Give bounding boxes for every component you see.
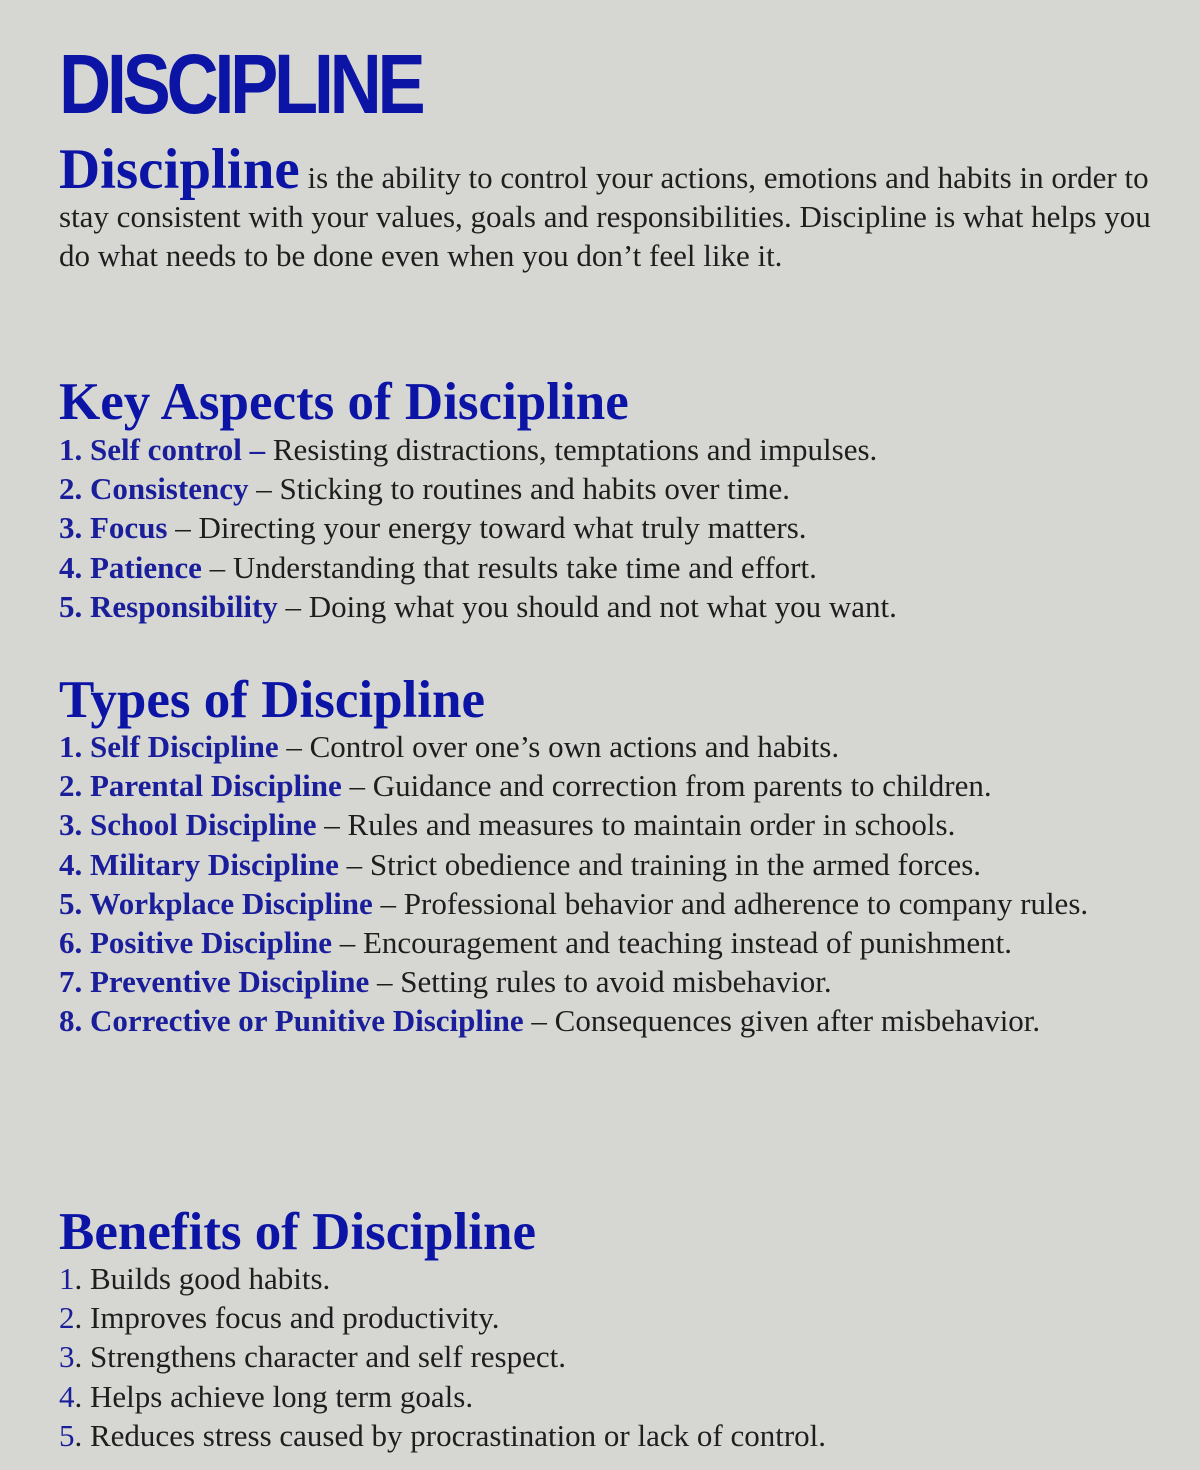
item-number: 2. [59, 471, 90, 507]
item-description: Resisting distractions, temptations and impulses. [272, 432, 878, 467]
list-item [59, 1377, 826, 1416]
item-number: 8. [59, 1003, 90, 1039]
list-item [59, 923, 1179, 962]
list-item [59, 508, 897, 547]
intro-keyword: Discipline [59, 138, 300, 201]
item-term: Workplace Discipline [89, 885, 373, 921]
item-number: 1. [59, 729, 90, 764]
item-dash: – [331, 925, 363, 961]
list-item [59, 1001, 1179, 1040]
item-description: . Helps achieve long term goals. [74, 1378, 474, 1414]
item-description: Setting rules to avoid misbehavior. [400, 964, 832, 1000]
item-description: Consequences given after misbehavior. [554, 1003, 1041, 1039]
list-item [59, 1416, 826, 1455]
item-term: Parental Discipline [90, 768, 342, 804]
list-item [59, 469, 897, 508]
intro-paragraph [59, 138, 1169, 275]
item-number: 4. [59, 846, 90, 882]
list-item [59, 727, 1179, 766]
item-description: . Improves focus and productivity. [74, 1300, 500, 1336]
list-item [59, 805, 1179, 844]
item-description: Guidance and correction from parents to children. [372, 768, 992, 804]
types-list [59, 727, 1179, 1041]
item-number: 3 [59, 1339, 75, 1375]
item-description: . Reduces stress caused by procrastination or lack of control. [74, 1417, 827, 1453]
item-term: Corrective or Punitive Discipline [90, 1003, 524, 1039]
item-dash: – [278, 729, 310, 764]
item-description: Rules and measures to maintain order in schools. [347, 807, 956, 843]
benefits-heading: Benefits of Discipline [59, 1203, 536, 1261]
list-item [59, 884, 1179, 923]
item-term: Self Discipline [90, 729, 279, 764]
item-description: Directing your energy toward what truly matters. [198, 510, 807, 546]
item-description: Control over one’s own actions and habits. [309, 729, 840, 764]
item-description: Encouragement and teaching instead of punishment. [362, 925, 1013, 961]
list-item [59, 587, 897, 626]
item-term: School Discipline [90, 807, 317, 843]
item-number: 2. [59, 768, 90, 804]
item-description: . Strengthens character and self respect. [74, 1339, 566, 1375]
list-item [59, 1337, 826, 1376]
benefits-list [59, 1259, 826, 1455]
item-number: 7. [59, 964, 90, 1000]
item-term: Patience [90, 549, 202, 585]
item-number: 5. [59, 588, 90, 624]
item-number: 1. [59, 432, 90, 467]
item-number: 6. [59, 925, 90, 961]
item-term: Positive Discipline [90, 925, 332, 961]
item-description: Professional behavior and adherence to company rules. [403, 885, 1089, 921]
item-term: Preventive Discipline [90, 964, 370, 1000]
list-item [59, 548, 897, 587]
key-aspects-heading: Key Aspects of Discipline [59, 373, 629, 431]
list-item [59, 1259, 826, 1298]
list-item [59, 1298, 826, 1337]
list-item [59, 766, 1179, 805]
key-aspects-list [59, 430, 897, 626]
main-title: DISCIPLINE [59, 37, 422, 131]
item-term: Self control [90, 432, 242, 467]
item-number: 3. [59, 807, 90, 843]
item-dash: – [369, 964, 401, 1000]
item-dash: – [316, 807, 348, 843]
item-dash: – [372, 885, 404, 921]
item-term: Responsibility [90, 588, 278, 624]
intro-text: is the ability to control your actions, emotions and habits in order to stay consistent with your values, goals and responsibilities. Discipline is what helps you do what needs to be done even when you don’t feel like it. [59, 160, 1151, 273]
item-number: 4. [59, 549, 90, 585]
list-item [59, 430, 897, 469]
item-number: 1 [59, 1261, 75, 1296]
item-dash: – [201, 549, 233, 585]
item-description: Understanding that results take time and effort. [232, 549, 817, 585]
item-dash: – [241, 432, 273, 467]
item-number: 4 [59, 1378, 75, 1414]
item-number: 2 [59, 1300, 75, 1336]
item-term: Focus [90, 510, 168, 546]
item-number: 3. [59, 510, 90, 546]
item-description: Sticking to routines and habits over time. [279, 471, 791, 507]
item-description: . Builds good habits. [74, 1261, 331, 1296]
list-item [59, 845, 1179, 884]
item-dash: – [523, 1003, 555, 1039]
item-term: Consistency [90, 471, 249, 507]
item-description: Strict obedience and training in the armed forces. [369, 846, 982, 882]
item-term: Military Discipline [90, 846, 339, 882]
item-dash: – [341, 768, 373, 804]
types-heading: Types of Discipline [59, 671, 485, 729]
item-dash: – [277, 588, 309, 624]
item-description: Doing what you should and not what you want. [308, 588, 897, 624]
item-dash: – [167, 510, 199, 546]
list-item [59, 962, 1179, 1001]
item-number: 5. [59, 885, 90, 921]
item-dash: – [338, 846, 370, 882]
item-dash: – [248, 471, 280, 507]
item-number: 5 [59, 1417, 75, 1453]
